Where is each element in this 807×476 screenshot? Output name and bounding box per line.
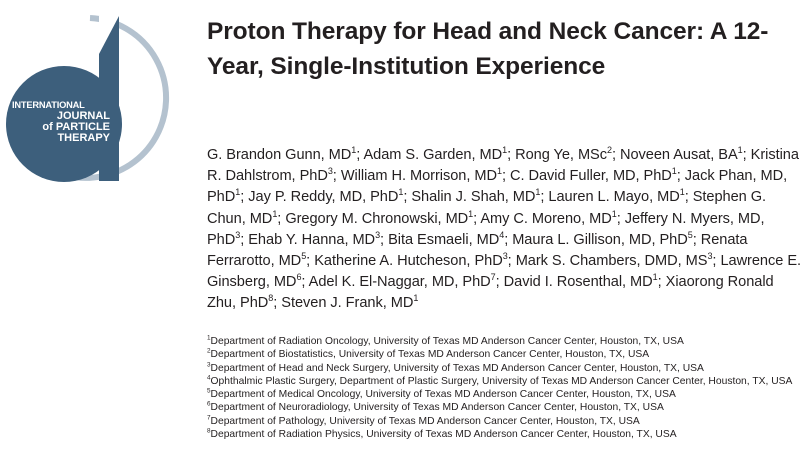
author — [512, 229, 693, 248]
author-name: Ehab Y. Hanna, — [248, 231, 353, 248]
affiliation-text: Department of Neuroradiology, University of Texas MD Anderson Cancer Center, Houston, TX, USA — [210, 402, 664, 414]
author-name: Amy C. Moreno, — [480, 210, 590, 227]
author-name: Jack Phan, — [684, 168, 761, 185]
author-degrees: MD — [273, 274, 297, 291]
author — [309, 274, 496, 290]
author-name: Jeffery N. Myers, — [624, 210, 738, 227]
affiliation-marker: 1 — [611, 208, 617, 219]
author-degrees: MD — [352, 231, 376, 248]
author-degrees: MD — [512, 189, 536, 206]
author-name: Mark S. Chambers, — [515, 253, 645, 270]
author-name: Lauren L. Mayo, — [548, 189, 658, 206]
affiliation-marker: 1 — [496, 166, 502, 177]
author — [620, 147, 743, 163]
affiliation-marker: 3 — [502, 251, 508, 262]
author — [248, 189, 403, 205]
author — [285, 208, 474, 227]
affiliation-item — [207, 362, 807, 375]
author-degrees: MD, PhD — [612, 168, 672, 185]
author-degrees: PhD — [240, 295, 269, 312]
logo-line: INTERNATIONAL — [12, 100, 85, 110]
author-degrees: MD, PhD — [207, 210, 765, 248]
author-degrees: MD — [657, 189, 680, 206]
author-name: Katherine A. Hutcheson, — [314, 253, 475, 270]
affiliation-number: 7 — [207, 414, 211, 422]
affiliation-item — [207, 388, 807, 401]
affiliation-marker: 1 — [502, 145, 508, 156]
author-degrees: MD — [589, 210, 612, 227]
journal-logo-emblem — [4, 8, 184, 188]
author — [207, 147, 356, 163]
author-degrees: MD, PhD — [628, 231, 688, 248]
author-name: Renata Ferrarotto, — [207, 231, 748, 270]
author-name: Steven J. Frank, — [281, 295, 391, 312]
author — [504, 274, 658, 290]
author-name: Gregory M. Chronowski, — [285, 210, 446, 227]
author-degrees: MD — [328, 147, 352, 163]
affiliation-text: Department of Biostatistics, University of Texas MD Anderson Cancer Center, Houston, TX, USA — [210, 349, 650, 361]
affiliation-marker: 2 — [607, 145, 612, 156]
affiliation-item — [207, 335, 807, 348]
affiliation-list — [207, 335, 807, 441]
author-degrees: MD — [278, 253, 302, 270]
author — [510, 168, 677, 184]
author-name: Noveen Ausat, — [620, 147, 719, 163]
affiliation-item — [207, 348, 807, 361]
affiliation-text: Department of Pathology, University of Texas MD Anderson Cancer Center, Houston, TX, USA — [210, 415, 640, 427]
author-name: G. Brandon Gunn, — [207, 147, 329, 163]
author-name: Maura L. Gillison, — [512, 231, 629, 248]
affiliation-number: 3 — [207, 361, 211, 369]
affiliation-marker: 1 — [671, 166, 677, 177]
author — [516, 253, 713, 269]
author-name: Kristina R. Dahlstrom, — [207, 147, 799, 185]
author-degrees: MSc — [577, 147, 607, 163]
author-degrees: MD — [445, 210, 469, 227]
author — [363, 147, 507, 163]
affiliation-item — [207, 428, 807, 441]
author-degrees: MD — [476, 231, 500, 248]
author-degrees: MD — [390, 295, 414, 312]
author-degrees: MD, PhD — [431, 274, 491, 291]
logo-line: of PARTICLE — [42, 121, 110, 133]
journal-logo — [4, 8, 184, 188]
author — [480, 208, 617, 227]
affiliation-number: 8 — [207, 427, 211, 435]
affiliation-number: 1 — [207, 334, 211, 342]
affiliation-marker: 5 — [301, 251, 307, 262]
author — [411, 189, 540, 205]
affiliation-item — [207, 401, 807, 414]
author-name: Shalin J. Shah, — [411, 189, 513, 206]
affiliation-marker: 5 — [687, 229, 693, 240]
author-degrees: MD — [249, 210, 273, 227]
author-name: Adam S. Garden, — [363, 147, 480, 163]
affiliation-marker: 3 — [375, 229, 381, 240]
author-name: William H. Morrison, — [340, 168, 475, 185]
affiliation-text: Department of Medical Oncology, University of Texas MD Anderson Cancer Center, Houston, TX, USA — [210, 389, 676, 401]
affiliation-number: 4 — [207, 374, 211, 382]
author — [388, 229, 505, 248]
affiliation-text: Ophthalmic Plastic Surgery, Department of Plastic Surgery, University of Texas MD Anderson Cancer Center, Houston, TX, USA — [210, 375, 793, 387]
author — [341, 168, 502, 184]
author-degrees: BA — [718, 147, 738, 163]
author-degrees: DMD, MS — [644, 253, 708, 270]
author-degrees: MD, PhD — [339, 189, 399, 206]
affiliation-marker: 1 — [235, 187, 241, 198]
author-name: Bita Esmaeli, — [388, 231, 477, 248]
affiliation-marker: 3 — [327, 166, 333, 177]
author-degrees: PhD — [299, 168, 328, 185]
author-name: Adel K. El-Naggar, — [308, 274, 432, 291]
author — [515, 147, 612, 163]
logo-line: THERAPY — [57, 132, 110, 144]
affiliation-marker: 1 — [413, 293, 419, 304]
affiliation-text: Department of Radiation Physics, University of Texas MD Anderson Cancer Center, Houston, TX, USA — [210, 429, 677, 441]
author-name: C. David Fuller, — [509, 168, 613, 185]
author-degrees: PhD — [474, 253, 503, 270]
affiliation-marker: 1 — [398, 187, 404, 198]
author-degrees: MD — [630, 274, 653, 291]
affiliation-marker: 3 — [235, 229, 241, 240]
affiliation-text: Department of Radiation Oncology, University of Texas MD Anderson Cancer Center, Houston, TX, USA — [210, 336, 684, 347]
affiliation-number: 5 — [207, 387, 211, 395]
affiliation-item — [207, 375, 807, 388]
affiliation-number: 6 — [207, 401, 211, 409]
author — [281, 295, 418, 311]
affiliation-marker: 1 — [351, 145, 357, 156]
logo-line: JOURNAL — [56, 110, 110, 122]
affiliation-marker: 1 — [652, 272, 658, 283]
author-degrees: MD — [479, 147, 503, 163]
author-degrees: MD — [474, 168, 497, 185]
author-name: Rong Ye, — [515, 147, 578, 163]
affiliation-marker: 1 — [679, 187, 685, 198]
author — [314, 253, 507, 269]
affiliation-marker: 1 — [468, 208, 474, 219]
affiliation-marker: 1 — [737, 145, 743, 156]
affiliation-item — [207, 415, 807, 428]
author — [248, 229, 381, 248]
author-name: Stephen G. Chun, — [207, 189, 767, 227]
journal-logo-text — [10, 100, 110, 144]
affiliation-marker: 7 — [490, 272, 496, 283]
affiliation-marker: 8 — [268, 293, 274, 304]
author-name: Xiaorong Ronald Zhu, — [207, 274, 774, 312]
author — [548, 189, 684, 205]
author-name: Jay P. Reddy, — [248, 189, 340, 206]
affiliation-marker: 1 — [535, 187, 541, 198]
affiliation-marker: 3 — [707, 251, 713, 262]
affiliation-marker: 6 — [296, 272, 302, 283]
author-degrees: MD, PhD — [207, 168, 788, 206]
affiliation-text: Department of Head and Neck Surgery, University of Texas MD Anderson Cancer Center, Houston, TX, USA — [210, 362, 704, 374]
author-list: G. Brandon Gunn, $MD^1$; Adam S. Garden, $MD^1$; Rong Ye, MSc$^2$; Noveen Ausat, $BA^1$; Kristina R. Dahlstrom, PhD$^3$; William H. Morrison, $MD^1$; C. David Fuller, MD, PhD$^1$; Jack Phan, MD, PhD$^1$; Jay P. Reddy, MD, PhD$^1$; Shalin J. Shah, $MD^1$; Lauren L. Mayo, $MD^1$; Stephen G. Chun, $MD^1$; Gregory M. Chronowski, $MD^1$; Amy C. Moreno, $MD^1$; Jeffery N. Myers, MD, PhD$^3$; Ehab Y. Hanna, $MD^3$; Bita Esmaeli, $MD^4$; Maura L. Gillison, MD, PhD$^5$; Renata Ferrarotto, $MD^5$; Katherine A. Hutcheson, PhD$^3$; Mark S. Chambers, DMD, $MS^3$; Lawrence E. Ginsberg, $MD^6$; Adel K. El-Naggar, MD, PhD$^7$; David I. Rosenthal, $MD^1$; Xiaorong Ronald Zhu, PhD$^8$; Steven J. Frank, $MD^1$ — [207, 145, 802, 312]
author-name: David I. Rosenthal, — [503, 274, 631, 291]
author-name: Lawrence E. Ginsberg, — [207, 253, 802, 291]
article-title: Proton Therapy for Head and Neck Cancer: A 12-Year, Single-Institution Experience — [207, 18, 769, 80]
affiliation-number: 2 — [207, 347, 211, 355]
affiliation-marker: 1 — [272, 208, 278, 219]
affiliation-marker: 4 — [499, 229, 505, 240]
